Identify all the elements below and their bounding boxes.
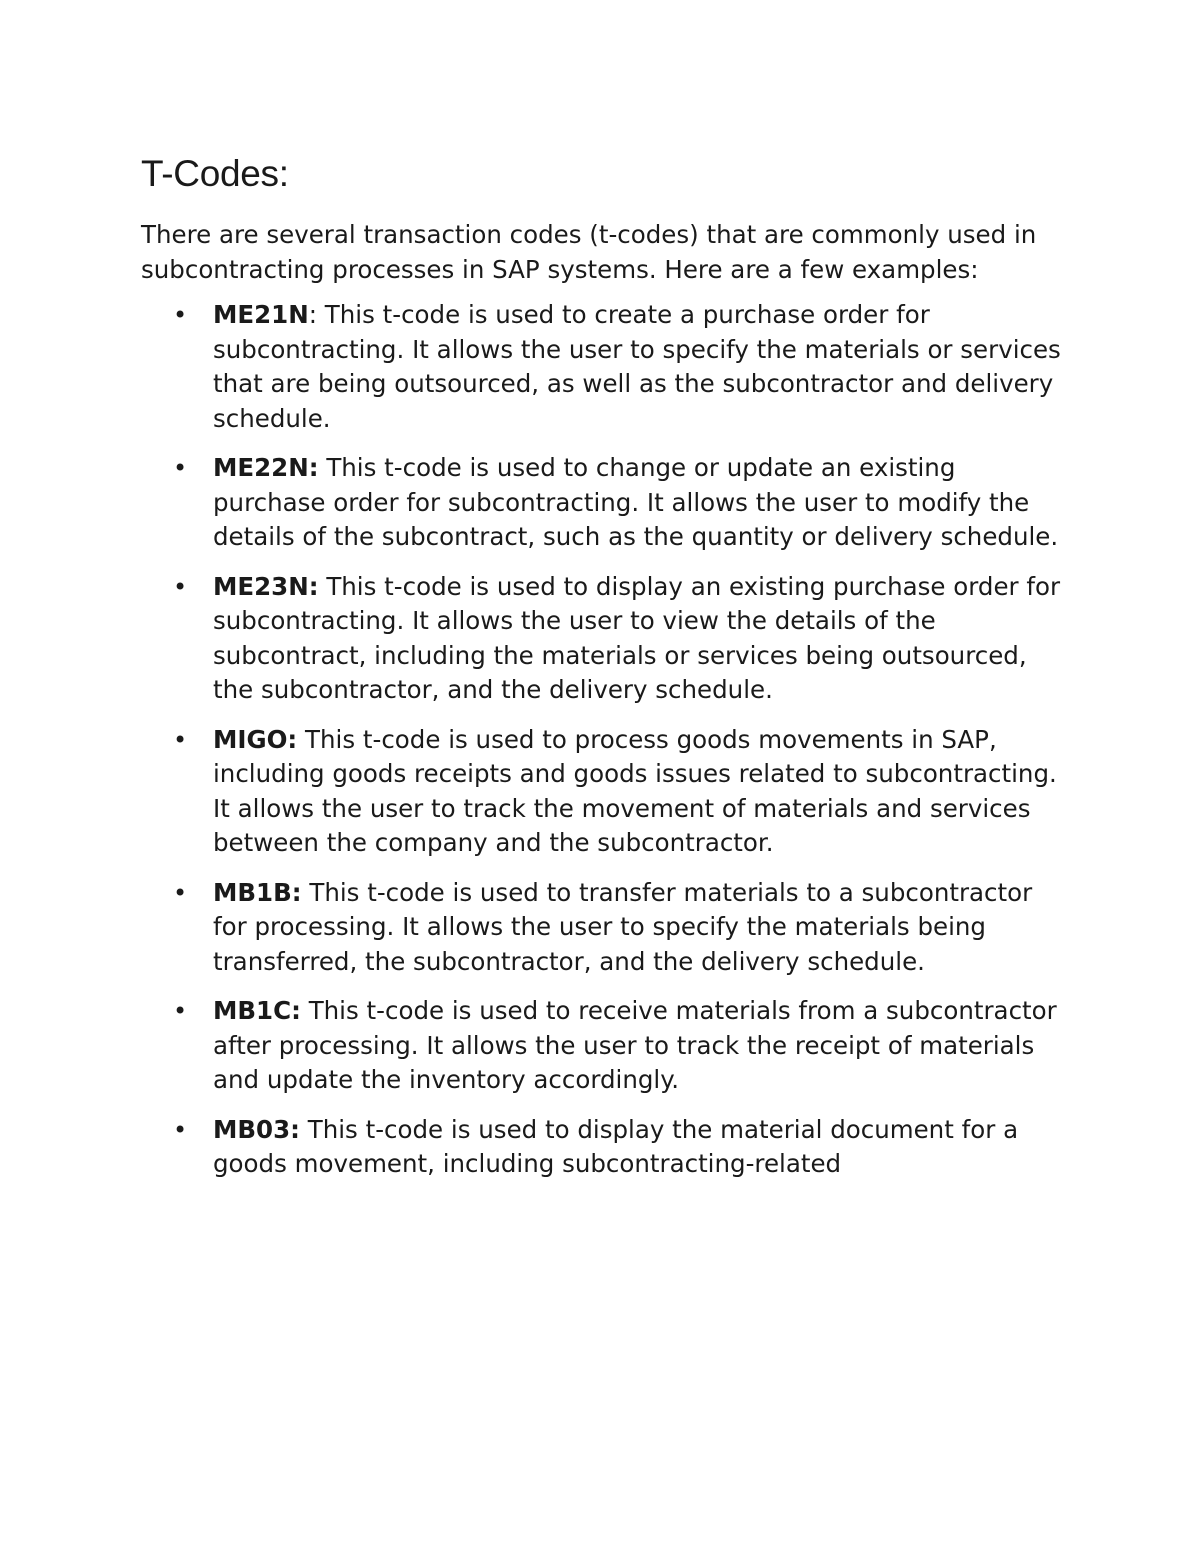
- document-page: [141, 150, 1061, 1197]
- bullet-icon: •: [173, 878, 188, 907]
- bullet-icon: •: [173, 997, 188, 1025]
- tcode-separator: [301, 996, 309, 1025]
- tcode-name: MB03:: [213, 1114, 300, 1144]
- tcode-list: [141, 298, 1061, 1182]
- list-item: [141, 570, 1061, 708]
- intro-paragraph: There are several transaction codes (t-codes) that are commonly used in subcontracting processes in SAP systems. Here are a few examples:: [141, 220, 1037, 284]
- tcode-description: This t-code is used to transfer materials to a subcontractor for processing. It allows the user to specify the materials being transferred, the subcontractor, and the delivery schedule.: [213, 877, 1033, 976]
- tcode-description: This t-code is used to display the material document for a goods movement, including subcontracting-related: [213, 1114, 1019, 1178]
- tcode-separator: :: [308, 300, 325, 329]
- tcode-separator: [300, 1115, 308, 1144]
- tcode-description: This t-code is used to display an existing purchase order for subcontracting. It allows the user to view the details of the subcontract, including the materials or services being outsourced, the subcontractor, and the delivery schedule.: [213, 571, 1061, 704]
- tcode-name: ME22N:: [213, 453, 319, 482]
- list-item: [141, 1113, 1061, 1182]
- tcode-name: ME21N: [213, 300, 309, 329]
- list-item: [141, 451, 1061, 555]
- page-title: T-Codes:: [141, 153, 289, 194]
- tcode-description: This t-code is used to receive materials from a subcontractor after processing. It allows the user to track the receipt of materials and update the inventory accordingly.: [213, 996, 1057, 1094]
- tcode-name: MB1B:: [213, 877, 302, 907]
- bullet-icon: •: [173, 725, 188, 754]
- tcode-name: MB1C:: [213, 996, 301, 1025]
- tcode-description: This t-code is used to process goods movements in SAP, including goods receipts and goods issues related to subcontracting. It allows the user to track the movement of materials and services between the company and the subcontractor.: [213, 724, 1057, 857]
- tcode-name: MIGO:: [213, 724, 298, 754]
- list-item: [141, 994, 1061, 1098]
- tcode-name: ME23N:: [213, 571, 319, 601]
- tcode-description: This t-code is used to change or update an existing purchase order for subcontracting. It allows the user to modify the details of the subcontract, such as the quantity or delivery schedule.: [213, 453, 1059, 551]
- bullet-icon: •: [173, 301, 188, 329]
- list-item: [141, 876, 1061, 980]
- bullet-icon: •: [173, 1115, 188, 1144]
- bullet-icon: •: [173, 572, 188, 601]
- tcode-separator: [297, 725, 305, 754]
- list-item: [141, 298, 1061, 436]
- bullet-icon: •: [173, 454, 188, 482]
- tcode-description: This t-code is used to create a purchase order for subcontracting. It allows the user to specify the materials or services that are being outsourced, as well as the subcontractor and delivery schedule.: [213, 300, 1061, 433]
- list-item: [141, 723, 1061, 861]
